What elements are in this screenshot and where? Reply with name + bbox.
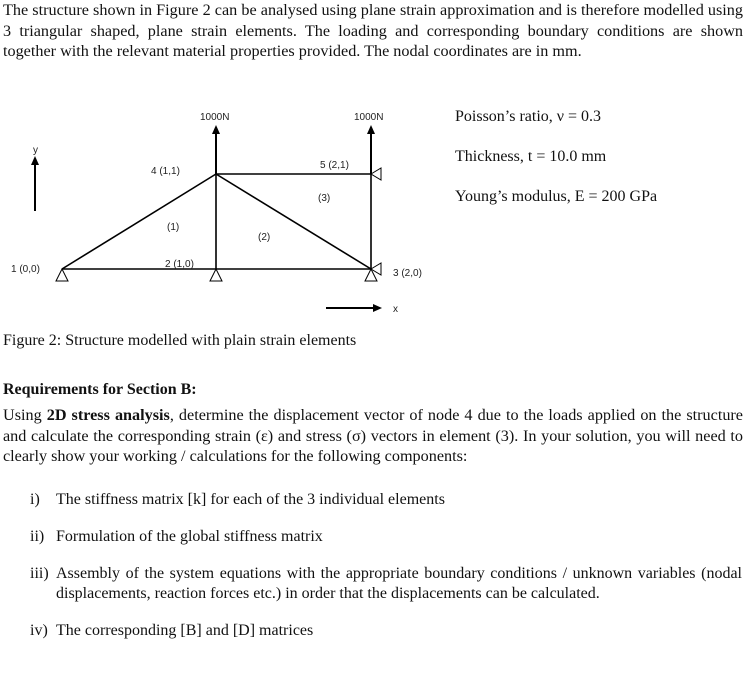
pin-support-node1 — [56, 269, 68, 281]
thickness: Thickness, t = 10.0 mm — [455, 148, 607, 165]
y-axis-arrow — [31, 145, 39, 211]
list-item-text: The corresponding [B] and [D] matrices — [56, 622, 314, 639]
youngs-modulus: Young’s modulus, E = 200 GPa — [455, 188, 658, 205]
element-label-2: (2) — [258, 232, 271, 243]
list-item-number: ii) — [30, 528, 45, 545]
load-arrow-node5 — [354, 112, 383, 174]
list-item-text: Formulation of the global stiffness matrix — [56, 528, 323, 545]
node-label-5: 5 (2,1) — [320, 160, 349, 171]
list-item-number: i) — [30, 491, 40, 508]
x-axis-arrow — [326, 304, 398, 315]
load-label-node5: 1000N — [354, 112, 384, 123]
list-item-text: The stiffness matrix [k] for each of the 3 individual elements — [56, 491, 445, 508]
x-axis-label: x — [393, 304, 398, 315]
req-rest: , determine the displacement vector of node 4 due to the loads applied on the structure and calculate the corresponding strain (ε) and stress (σ) vectors in element (3). In your solution, you will need to clearly show your working / calculations for the following components: — [3, 406, 743, 465]
requirements-body — [3, 405, 743, 467]
list-item — [30, 621, 742, 641]
material-properties — [455, 108, 657, 228]
element-label-1: (1) — [167, 222, 180, 233]
element-edges — [62, 174, 371, 269]
roller-support-node5 — [371, 168, 381, 180]
figure-caption: Figure 2: Structure modelled with plain strain elements — [3, 332, 357, 349]
list-item-text: Assembly of the system equations with the appropriate boundary conditions / unknown variables (nodal displacements, reaction forces etc.) in order that the displacements can be calculated. — [56, 565, 742, 602]
node-label-2: 2 (1,0) — [165, 259, 194, 270]
intro-paragraph: The structure shown in Figure 2 can be analysed using plane strain approximation and is therefore modelled using 3 triangular shaped, plane strain elements. The loading and corresponding boundary conditions are shown together with the relevant material properties provided. The nodal coordinates are in mm. — [3, 1, 743, 60]
pin-support-node2 — [210, 269, 222, 281]
list-item — [30, 490, 742, 510]
req-bold: 2D stress analysis — [46, 406, 170, 424]
requirements-title: Requirements for Section B: — [3, 381, 197, 398]
node-label-1: 1 (0,0) — [11, 264, 40, 275]
load-label-node4: 1000N — [200, 112, 230, 123]
node-label-4: 4 (1,1) — [151, 166, 180, 177]
req-prefix: Using — [3, 406, 47, 424]
list-item — [30, 527, 742, 547]
y-axis-label: y — [33, 145, 38, 156]
requirements-list — [30, 490, 742, 658]
element-label-3: (3) — [318, 193, 331, 204]
load-arrow-node4 — [200, 112, 229, 174]
list-item-number: iv) — [30, 622, 48, 639]
list-item-number: iii) — [30, 565, 49, 582]
structure-figure — [0, 100, 430, 330]
node-label-3: 3 (2,0) — [393, 268, 422, 279]
poisson-ratio: Poisson’s ratio, ν = 0.3 — [455, 108, 602, 125]
list-item — [30, 564, 742, 604]
